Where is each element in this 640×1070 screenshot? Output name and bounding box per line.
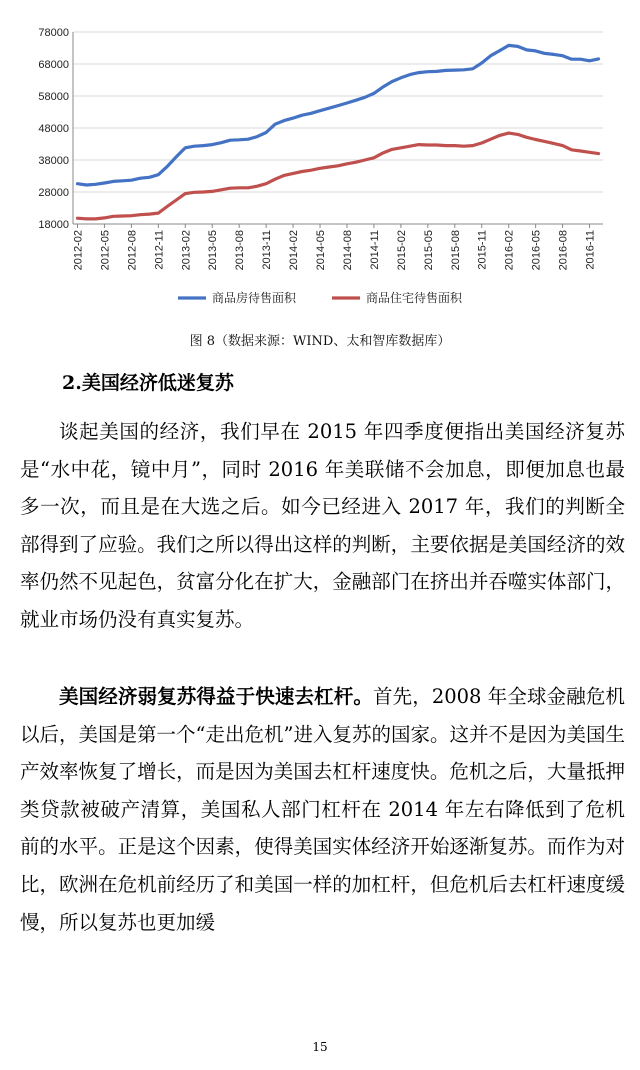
x-tick-label: 2015-08 [449,230,462,271]
y-tick-label: 68000 [38,59,69,71]
x-tick-label: 2013-05 [207,230,220,271]
paragraph-1 [20,413,625,639]
x-tick-label: 2012-08 [126,230,139,271]
x-tick-label: 2015-02 [395,230,408,271]
page-number: 15 [312,1040,328,1054]
x-tick-label: 2014-02 [288,230,301,271]
paragraph-2-body: 首先，2008 年全球金融危机以后，美国是第一个“走出危机”进入复苏的国家。这并不是因为美国生产效率恢复了增长，而是因为美国去杠杆速度快。危机之后，大量抵押类贷款被破产清算，美国私人部门杠杆在 2014 年左右降低到了危机前的水平。正是这个因素，使得美国实体经济开始逐渐复苏。而作为对比，欧洲在危机前经历了和美国一样的加杠杆，但危机后去杠杆速度缓慢，所以复苏也更加缓 [20,685,625,934]
x-tick-label: 2014-08 [341,230,354,271]
line-chart [0,0,640,325]
y-axis [38,27,73,231]
y-tick-label: 58000 [38,91,69,103]
chart-series [78,45,599,219]
legend-label: 商品住宅待售面积 [366,291,463,305]
legend-label: 商品房待售面积 [212,291,297,305]
paragraph-2 [20,678,625,941]
x-tick-label: 2014-11 [368,230,381,270]
x-tick-label: 2016-11 [584,230,597,270]
x-tick-label: 2015-05 [422,230,435,271]
paragraph-2-lead: 美国经济弱复苏得益于快速去杠杆。 [59,685,373,708]
chart-gridlines [73,32,603,224]
y-tick-label: 38000 [38,155,69,167]
paragraph-2-text [20,678,625,941]
x-tick-label: 2013-08 [234,230,247,271]
x-tick-label: 2016-02 [503,230,516,271]
x-tick-label: 2012-02 [72,230,85,271]
y-tick-label: 48000 [38,123,69,135]
x-tick-label: 2016-08 [557,230,570,271]
x-tick-label: 2012-05 [99,230,112,271]
x-tick-label: 2014-05 [315,230,328,271]
series-line-1 [78,45,599,185]
x-tick-label: 2013-11 [261,230,274,270]
section-heading: 2.美国经济低迷复苏 [62,372,234,394]
x-tick-label: 2013-02 [180,230,193,271]
chart-legend [178,290,463,305]
x-tick-label: 2015-11 [476,230,489,270]
figure-caption: 图 8（数据来源：WIND、太和智库数据库） [189,334,451,349]
y-tick-label: 28000 [38,187,69,199]
y-tick-label: 18000 [38,219,69,231]
x-axis [72,224,603,270]
y-tick-label: 78000 [38,27,69,39]
x-tick-label: 2012-11 [153,230,166,270]
x-tick-label: 2016-05 [530,230,543,271]
paragraph-1-text: 谈起美国的经济，我们早在 2015 年四季度便指出美国经济复苏是“水中花，镜中月”，同时 2016 年美联储不会加息，即便加息也最多一次，而且是在大选之后。如今已经进入 2017 年，我们的判断全部得到了应验。我们之所以得出这样的判断，主要依据是美国经济的效率仍然不见起色，贫富分化在扩大，金融部门在挤出并吞噬实体部门，就业市场仍没有真实复苏。 [20,420,625,631]
